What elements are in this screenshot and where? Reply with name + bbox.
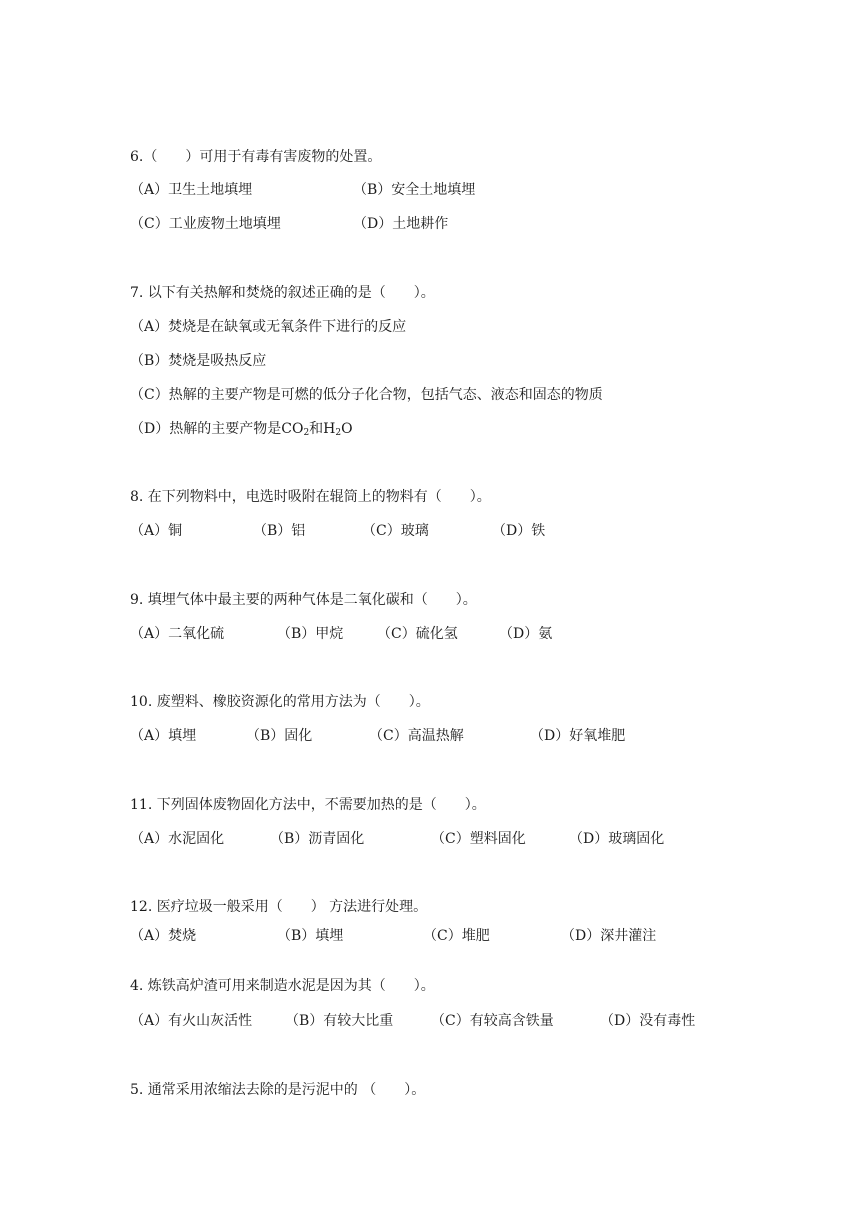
formula-h2o [323,421,352,437]
question-8-option-a: （A）铜 [130,523,183,539]
question-7-option-a: （A）焚烧是在缺氧或无氧条件下进行的反应 [130,319,407,335]
question-6-stem: 6.（ ）可用于有毒有害废物的处置。 [130,149,382,165]
formula-co2-subscript: 2 [303,428,310,438]
question-4-option-c: （C）有较高含铁量 [431,1013,554,1029]
question-9-option-c: （C）硫化氢 [377,626,458,642]
question-11-option-c: （C）塑料固化 [431,831,526,847]
question-10-stem: 10. 废塑料、橡胶资源化的常用方法为（ ）。 [130,694,430,710]
question-7-option-d [130,420,353,438]
question-9-stem: 9. 填埋气体中最主要的两种气体是二氧化碳和（ ）。 [130,592,477,608]
question-11-stem: 11. 下列固体废物固化方法中，不需要加热的是（ ）。 [130,797,486,813]
question-10-option-a: （A）填埋 [130,728,197,744]
question-4-stem: 4. 炼铁高炉渣可用来制造水泥是因为其（ ）。 [130,978,435,994]
formula-conjunction: 和 [309,421,324,437]
question-4-option-d: （D）没有毒性 [600,1013,696,1029]
formula-h2o-base: H [323,421,336,437]
question-4-option-b: （B）有较大比重 [285,1013,394,1029]
question-6-option-b: （B）安全土地填埋 [353,182,476,198]
question-12-option-a: （A）焚烧 [130,928,197,944]
question-9-option-a: （A）二氧化硫 [130,626,225,642]
question-10-option-b: （B）固化 [246,728,313,744]
question-6-option-c: （C）工业废物土地填埋 [130,216,281,232]
question-12-option-c: （C）堆肥 [423,928,490,944]
formula-h2o-subscript: 2 [335,428,342,438]
question-12-option-d: （D）深井灌注 [561,928,657,944]
question-9-option-d: （D）氨 [499,626,553,642]
question-11-option-d: （D）玻璃固化 [569,831,665,847]
question-8-option-d: （D）铁 [492,523,546,539]
question-7-stem: 7. 以下有关热解和焚烧的叙述正确的是（ ）。 [130,285,435,301]
question-4-option-a: （A）有火山灰活性 [130,1013,253,1029]
question-10-option-d: （D）好氧堆肥 [530,728,626,744]
question-6-option-d: （D）土地耕作 [353,216,449,232]
formula-h2o-oxygen: O [341,421,353,437]
question-9-option-b: （B）甲烷 [277,626,344,642]
question-11-option-b: （B）沥青固化 [270,831,365,847]
question-11-option-a: （A）水泥固化 [130,831,225,847]
question-7-option-d-text: （D）热解的主要产物是 [130,421,282,437]
question-10-option-c: （C）高温热解 [369,728,464,744]
formula-co2 [281,421,309,437]
formula-co2-base: CO [281,421,304,437]
question-8-stem: 8. 在下列物料中，电选时吸附在辊筒上的物料有（ ）。 [130,489,491,505]
question-12-option-b: （B）填埋 [277,928,344,944]
question-8-option-c: （C）玻璃 [362,523,429,539]
question-8-option-b: （B）铝 [253,523,306,539]
question-12-stem: 12. 医疗垃圾一般采用（ ） 方法进行处理。 [130,899,428,915]
question-7-option-c: （C）热解的主要产物是可燃的低分子化合物，包括气态、液态和固态的物质 [130,387,603,403]
question-6-option-a: （A）卫生土地填埋 [130,182,253,198]
question-7-option-b: （B）焚烧是吸热反应 [130,353,267,369]
question-5-stem: 5. 通常采用浓缩法去除的是污泥中的 （ ）。 [130,1082,426,1098]
